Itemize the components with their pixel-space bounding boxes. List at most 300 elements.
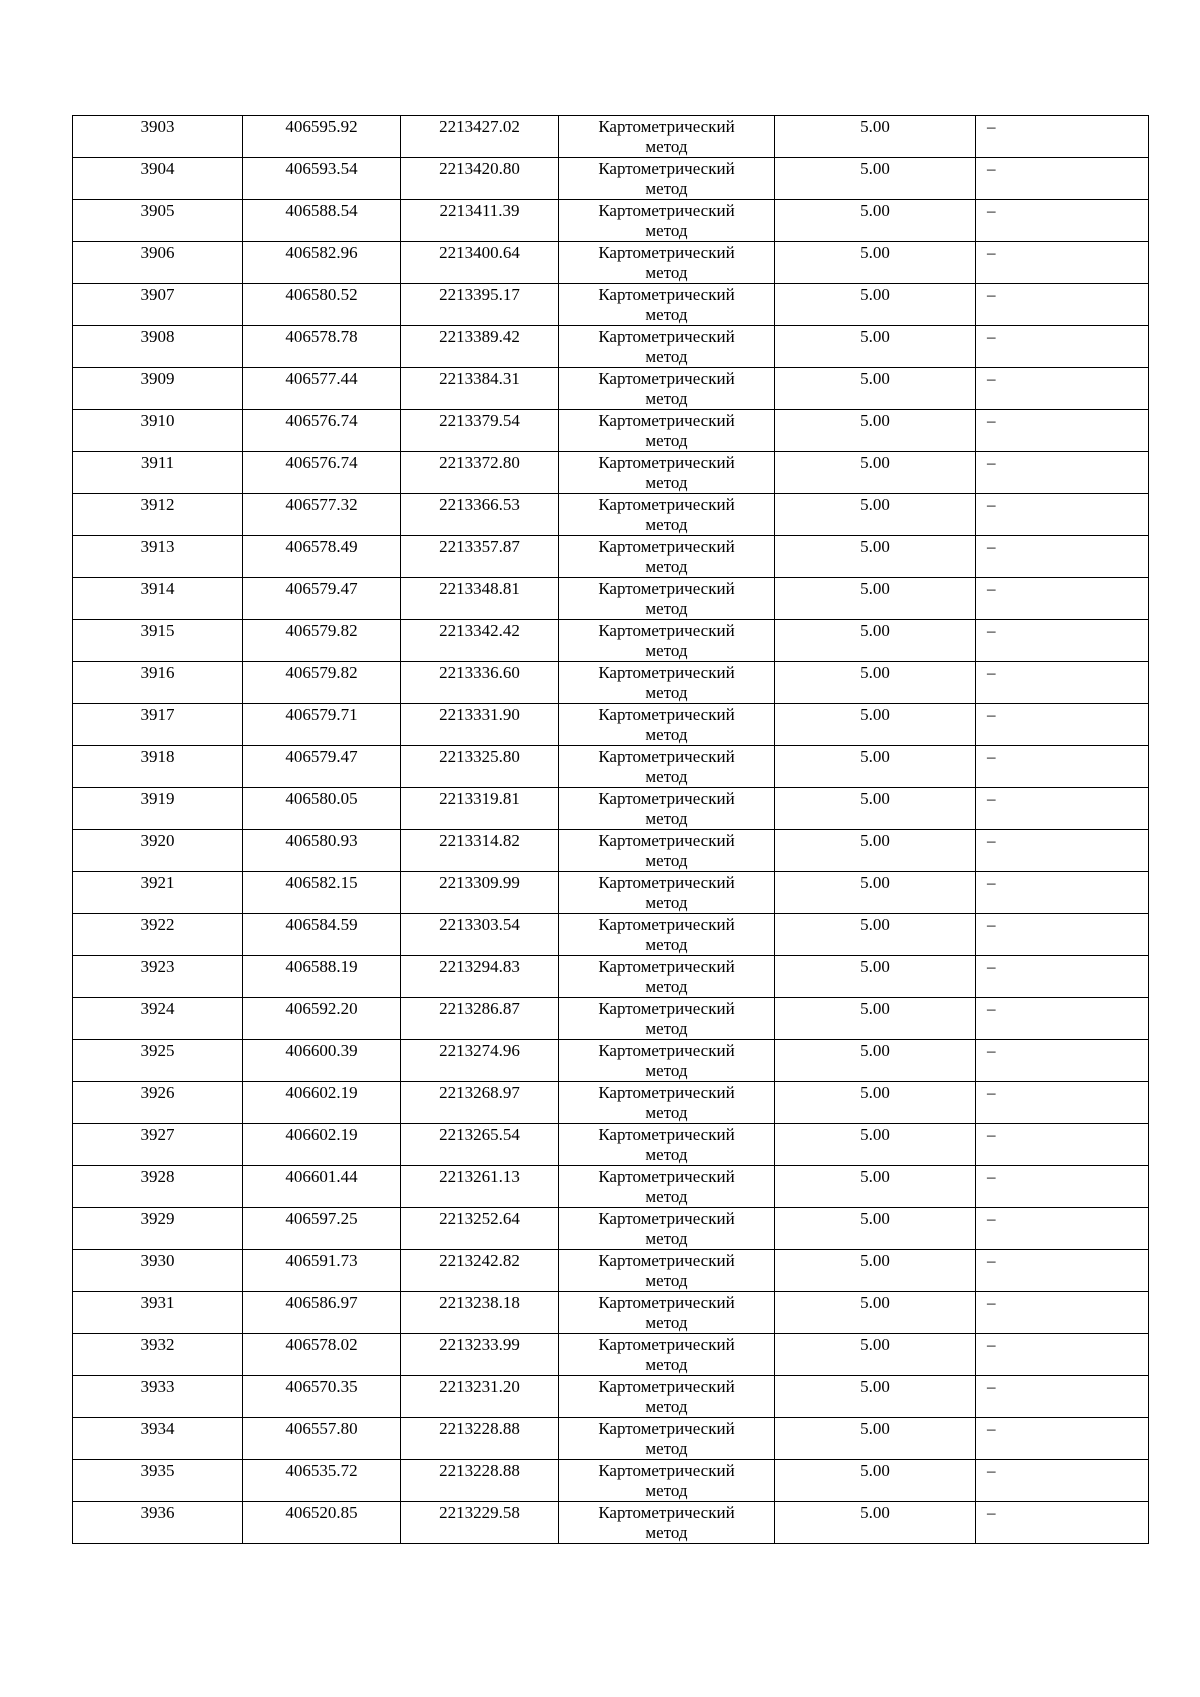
note-cell: –	[976, 1418, 1149, 1460]
method-line-2: метод	[645, 305, 688, 324]
method-cell	[559, 1250, 775, 1292]
x-coordinate-cell: 406577.32	[243, 494, 401, 536]
method-cell	[559, 536, 775, 578]
method-cell	[559, 1292, 775, 1334]
method-cell	[559, 746, 775, 788]
method-line-1: Картометрический	[598, 243, 735, 262]
y-coordinate-cell: 2213395.17	[401, 284, 559, 326]
method-line-1: Картометрический	[598, 1167, 735, 1186]
accuracy-cell: 5.00	[775, 1292, 976, 1334]
y-coordinate-cell: 2213331.90	[401, 704, 559, 746]
point-number-cell: 3906	[73, 242, 243, 284]
y-coordinate-cell: 2213372.80	[401, 452, 559, 494]
note-cell: –	[976, 284, 1149, 326]
x-coordinate-cell: 406579.82	[243, 662, 401, 704]
accuracy-cell: 5.00	[775, 242, 976, 284]
method-line-1: Картометрический	[598, 789, 735, 808]
note-cell: –	[976, 788, 1149, 830]
accuracy-cell: 5.00	[775, 1166, 976, 1208]
accuracy-cell: 5.00	[775, 284, 976, 326]
table-row	[73, 1250, 1149, 1292]
point-number-cell: 3930	[73, 1250, 243, 1292]
point-number-cell: 3931	[73, 1292, 243, 1334]
x-coordinate-cell: 406593.54	[243, 158, 401, 200]
table-row	[73, 1292, 1149, 1334]
table-row	[73, 1376, 1149, 1418]
method-line-2: метод	[645, 725, 688, 744]
method-cell	[559, 956, 775, 998]
y-coordinate-cell: 2213389.42	[401, 326, 559, 368]
x-coordinate-cell: 406582.96	[243, 242, 401, 284]
method-line-1: Картометрический	[598, 1419, 735, 1438]
method-line-1: Картометрический	[598, 705, 735, 724]
point-number-cell: 3904	[73, 158, 243, 200]
table-row	[73, 788, 1149, 830]
note-cell: –	[976, 1460, 1149, 1502]
point-number-cell: 3932	[73, 1334, 243, 1376]
point-number-cell: 3923	[73, 956, 243, 998]
x-coordinate-cell: 406576.74	[243, 452, 401, 494]
y-coordinate-cell: 2213231.20	[401, 1376, 559, 1418]
point-number-cell: 3909	[73, 368, 243, 410]
method-line-1: Картометрический	[598, 159, 735, 178]
method-line-2: метод	[645, 641, 688, 660]
method-line-2: метод	[645, 221, 688, 240]
table-row	[73, 956, 1149, 998]
table-row	[73, 620, 1149, 662]
x-coordinate-cell: 406520.85	[243, 1502, 401, 1544]
y-coordinate-cell: 2213229.58	[401, 1502, 559, 1544]
note-cell: –	[976, 1376, 1149, 1418]
method-line-2: метод	[645, 1103, 688, 1122]
method-cell	[559, 578, 775, 620]
note-cell: –	[976, 956, 1149, 998]
x-coordinate-cell: 406577.44	[243, 368, 401, 410]
method-line-2: метод	[645, 935, 688, 954]
method-line-1: Картометрический	[598, 621, 735, 640]
x-coordinate-cell: 406602.19	[243, 1124, 401, 1166]
x-coordinate-cell: 406601.44	[243, 1166, 401, 1208]
note-cell: –	[976, 1250, 1149, 1292]
x-coordinate-cell: 406580.52	[243, 284, 401, 326]
method-cell	[559, 788, 775, 830]
y-coordinate-cell: 2213348.81	[401, 578, 559, 620]
method-cell	[559, 1082, 775, 1124]
method-line-1: Картометрический	[598, 495, 735, 514]
note-cell: –	[976, 1334, 1149, 1376]
accuracy-cell: 5.00	[775, 1376, 976, 1418]
y-coordinate-cell: 2213233.99	[401, 1334, 559, 1376]
y-coordinate-cell: 2213366.53	[401, 494, 559, 536]
accuracy-cell: 5.00	[775, 410, 976, 452]
point-number-cell: 3916	[73, 662, 243, 704]
y-coordinate-cell: 2213427.02	[401, 116, 559, 158]
point-number-cell: 3936	[73, 1502, 243, 1544]
y-coordinate-cell: 2213228.88	[401, 1460, 559, 1502]
y-coordinate-cell: 2213357.87	[401, 536, 559, 578]
method-line-2: метод	[645, 1355, 688, 1374]
note-cell: –	[976, 200, 1149, 242]
method-line-2: метод	[645, 1481, 688, 1500]
method-cell	[559, 1208, 775, 1250]
method-cell	[559, 200, 775, 242]
y-coordinate-cell: 2213384.31	[401, 368, 559, 410]
method-line-2: метод	[645, 1397, 688, 1416]
table-row	[73, 872, 1149, 914]
x-coordinate-cell: 406535.72	[243, 1460, 401, 1502]
method-cell	[559, 452, 775, 494]
accuracy-cell: 5.00	[775, 620, 976, 662]
note-cell: –	[976, 326, 1149, 368]
note-cell: –	[976, 914, 1149, 956]
table-row	[73, 662, 1149, 704]
table-row	[73, 1124, 1149, 1166]
method-cell	[559, 242, 775, 284]
method-line-2: метод	[645, 683, 688, 702]
accuracy-cell: 5.00	[775, 536, 976, 578]
accuracy-cell: 5.00	[775, 914, 976, 956]
point-number-cell: 3911	[73, 452, 243, 494]
x-coordinate-cell: 406580.05	[243, 788, 401, 830]
accuracy-cell: 5.00	[775, 662, 976, 704]
point-number-cell: 3915	[73, 620, 243, 662]
table-row	[73, 914, 1149, 956]
point-number-cell: 3935	[73, 1460, 243, 1502]
point-number-cell: 3921	[73, 872, 243, 914]
table-row	[73, 704, 1149, 746]
point-number-cell: 3917	[73, 704, 243, 746]
y-coordinate-cell: 2213303.54	[401, 914, 559, 956]
point-number-cell: 3918	[73, 746, 243, 788]
x-coordinate-cell: 406600.39	[243, 1040, 401, 1082]
method-cell	[559, 368, 775, 410]
note-cell: –	[976, 830, 1149, 872]
accuracy-cell: 5.00	[775, 872, 976, 914]
method-cell	[559, 704, 775, 746]
x-coordinate-cell: 406602.19	[243, 1082, 401, 1124]
method-line-2: метод	[645, 1229, 688, 1248]
table-row	[73, 200, 1149, 242]
point-number-cell: 3924	[73, 998, 243, 1040]
method-line-2: метод	[645, 599, 688, 618]
method-line-2: метод	[645, 1019, 688, 1038]
point-number-cell: 3927	[73, 1124, 243, 1166]
method-line-1: Картометрический	[598, 747, 735, 766]
method-line-2: метод	[645, 1439, 688, 1458]
y-coordinate-cell: 2213265.54	[401, 1124, 559, 1166]
accuracy-cell: 5.00	[775, 998, 976, 1040]
x-coordinate-cell: 406579.47	[243, 578, 401, 620]
method-line-2: метод	[645, 851, 688, 870]
point-number-cell: 3933	[73, 1376, 243, 1418]
method-line-1: Картометрический	[598, 999, 735, 1018]
method-line-1: Картометрический	[598, 369, 735, 388]
note-cell: –	[976, 1292, 1149, 1334]
table-row	[73, 1418, 1149, 1460]
method-line-1: Картометрический	[598, 1041, 735, 1060]
point-number-cell: 3922	[73, 914, 243, 956]
method-line-1: Картометрический	[598, 1461, 735, 1480]
x-coordinate-cell: 406595.92	[243, 116, 401, 158]
point-number-cell: 3925	[73, 1040, 243, 1082]
x-coordinate-cell: 406586.97	[243, 1292, 401, 1334]
method-line-1: Картометрический	[598, 201, 735, 220]
point-number-cell: 3934	[73, 1418, 243, 1460]
method-line-2: метод	[645, 893, 688, 912]
y-coordinate-cell: 2213274.96	[401, 1040, 559, 1082]
method-line-2: метод	[645, 1145, 688, 1164]
y-coordinate-cell: 2213294.83	[401, 956, 559, 998]
accuracy-cell: 5.00	[775, 1460, 976, 1502]
point-number-cell: 3908	[73, 326, 243, 368]
table-row	[73, 536, 1149, 578]
accuracy-cell: 5.00	[775, 1208, 976, 1250]
method-cell	[559, 872, 775, 914]
method-cell	[559, 914, 775, 956]
x-coordinate-cell: 406579.71	[243, 704, 401, 746]
method-cell	[559, 1334, 775, 1376]
table-row	[73, 494, 1149, 536]
y-coordinate-cell: 2213319.81	[401, 788, 559, 830]
method-line-1: Картометрический	[598, 1335, 735, 1354]
table-row	[73, 1208, 1149, 1250]
table-row	[73, 368, 1149, 410]
method-cell	[559, 158, 775, 200]
accuracy-cell: 5.00	[775, 746, 976, 788]
method-cell	[559, 116, 775, 158]
method-cell	[559, 1418, 775, 1460]
x-coordinate-cell: 406588.54	[243, 200, 401, 242]
method-line-2: метод	[645, 473, 688, 492]
y-coordinate-cell: 2213411.39	[401, 200, 559, 242]
x-coordinate-cell: 406557.80	[243, 1418, 401, 1460]
table-row	[73, 158, 1149, 200]
table-row	[73, 410, 1149, 452]
note-cell: –	[976, 1166, 1149, 1208]
method-line-1: Картометрический	[598, 1503, 735, 1522]
method-line-2: метод	[645, 767, 688, 786]
method-line-1: Картометрический	[598, 1293, 735, 1312]
method-cell	[559, 662, 775, 704]
accuracy-cell: 5.00	[775, 704, 976, 746]
table-row	[73, 578, 1149, 620]
method-line-2: метод	[645, 1271, 688, 1290]
y-coordinate-cell: 2213379.54	[401, 410, 559, 452]
point-number-cell: 3920	[73, 830, 243, 872]
method-cell	[559, 1376, 775, 1418]
method-cell	[559, 998, 775, 1040]
table-row	[73, 746, 1149, 788]
method-line-1: Картометрический	[598, 831, 735, 850]
note-cell: –	[976, 578, 1149, 620]
method-line-1: Картометрический	[598, 579, 735, 598]
accuracy-cell: 5.00	[775, 368, 976, 410]
note-cell: –	[976, 1124, 1149, 1166]
x-coordinate-cell: 406578.78	[243, 326, 401, 368]
y-coordinate-cell: 2213268.97	[401, 1082, 559, 1124]
x-coordinate-cell: 406579.47	[243, 746, 401, 788]
method-line-1: Картометрический	[598, 1209, 735, 1228]
table-row	[73, 830, 1149, 872]
method-line-1: Картометрический	[598, 1125, 735, 1144]
table-row	[73, 242, 1149, 284]
point-number-cell: 3926	[73, 1082, 243, 1124]
note-cell: –	[976, 662, 1149, 704]
method-cell	[559, 620, 775, 662]
method-cell	[559, 1460, 775, 1502]
accuracy-cell: 5.00	[775, 788, 976, 830]
method-line-2: метод	[645, 1187, 688, 1206]
note-cell: –	[976, 704, 1149, 746]
table-row	[73, 1082, 1149, 1124]
y-coordinate-cell: 2213252.64	[401, 1208, 559, 1250]
method-cell	[559, 410, 775, 452]
method-line-2: метод	[645, 137, 688, 156]
method-cell	[559, 1040, 775, 1082]
method-cell	[559, 830, 775, 872]
note-cell: –	[976, 242, 1149, 284]
point-number-cell: 3903	[73, 116, 243, 158]
note-cell: –	[976, 410, 1149, 452]
y-coordinate-cell: 2213238.18	[401, 1292, 559, 1334]
note-cell: –	[976, 452, 1149, 494]
method-line-1: Картометрический	[598, 411, 735, 430]
accuracy-cell: 5.00	[775, 1082, 976, 1124]
y-coordinate-cell: 2213309.99	[401, 872, 559, 914]
method-line-1: Картометрический	[598, 453, 735, 472]
method-line-1: Картометрический	[598, 117, 735, 136]
note-cell: –	[976, 494, 1149, 536]
table-row	[73, 998, 1149, 1040]
method-line-1: Картометрический	[598, 537, 735, 556]
method-line-2: метод	[645, 179, 688, 198]
point-number-cell: 3928	[73, 1166, 243, 1208]
note-cell: –	[976, 1082, 1149, 1124]
y-coordinate-cell: 2213336.60	[401, 662, 559, 704]
method-cell	[559, 1124, 775, 1166]
method-line-2: метод	[645, 977, 688, 996]
y-coordinate-cell: 2213286.87	[401, 998, 559, 1040]
accuracy-cell: 5.00	[775, 116, 976, 158]
point-number-cell: 3910	[73, 410, 243, 452]
table-row	[73, 116, 1149, 158]
accuracy-cell: 5.00	[775, 1334, 976, 1376]
method-cell	[559, 326, 775, 368]
x-coordinate-cell: 406578.49	[243, 536, 401, 578]
method-line-2: метод	[645, 263, 688, 282]
method-line-1: Картометрический	[598, 1251, 735, 1270]
note-cell: –	[976, 998, 1149, 1040]
x-coordinate-cell: 406582.15	[243, 872, 401, 914]
accuracy-cell: 5.00	[775, 326, 976, 368]
method-line-2: метод	[645, 347, 688, 366]
method-line-2: метод	[645, 389, 688, 408]
table-row	[73, 452, 1149, 494]
point-number-cell: 3914	[73, 578, 243, 620]
method-line-2: метод	[645, 515, 688, 534]
x-coordinate-cell: 406592.20	[243, 998, 401, 1040]
point-number-cell: 3913	[73, 536, 243, 578]
method-line-1: Картометрический	[598, 957, 735, 976]
method-line-2: метод	[645, 557, 688, 576]
method-cell	[559, 284, 775, 326]
method-cell	[559, 1502, 775, 1544]
x-coordinate-cell: 406578.02	[243, 1334, 401, 1376]
point-number-cell: 3929	[73, 1208, 243, 1250]
point-number-cell: 3907	[73, 284, 243, 326]
method-line-2: метод	[645, 431, 688, 450]
x-coordinate-cell: 406588.19	[243, 956, 401, 998]
method-line-2: метод	[645, 1523, 688, 1542]
table-row	[73, 1502, 1149, 1544]
accuracy-cell: 5.00	[775, 1418, 976, 1460]
method-cell	[559, 1166, 775, 1208]
note-cell: –	[976, 536, 1149, 578]
method-line-1: Картометрический	[598, 663, 735, 682]
accuracy-cell: 5.00	[775, 1250, 976, 1292]
method-line-1: Картометрический	[598, 327, 735, 346]
method-line-2: метод	[645, 1313, 688, 1332]
y-coordinate-cell: 2213314.82	[401, 830, 559, 872]
accuracy-cell: 5.00	[775, 452, 976, 494]
note-cell: –	[976, 368, 1149, 410]
accuracy-cell: 5.00	[775, 1502, 976, 1544]
accuracy-cell: 5.00	[775, 956, 976, 998]
note-cell: –	[976, 1040, 1149, 1082]
x-coordinate-cell: 406584.59	[243, 914, 401, 956]
note-cell: –	[976, 116, 1149, 158]
x-coordinate-cell: 406580.93	[243, 830, 401, 872]
y-coordinate-cell: 2213342.42	[401, 620, 559, 662]
x-coordinate-cell: 406570.35	[243, 1376, 401, 1418]
table-row	[73, 1334, 1149, 1376]
y-coordinate-cell: 2213420.80	[401, 158, 559, 200]
y-coordinate-cell: 2213400.64	[401, 242, 559, 284]
x-coordinate-cell: 406591.73	[243, 1250, 401, 1292]
method-line-1: Картометрический	[598, 285, 735, 304]
method-cell	[559, 494, 775, 536]
note-cell: –	[976, 872, 1149, 914]
note-cell: –	[976, 746, 1149, 788]
table-row	[73, 1460, 1149, 1502]
table-row	[73, 284, 1149, 326]
y-coordinate-cell: 2213325.80	[401, 746, 559, 788]
accuracy-cell: 5.00	[775, 200, 976, 242]
note-cell: –	[976, 1502, 1149, 1544]
accuracy-cell: 5.00	[775, 830, 976, 872]
x-coordinate-cell: 406576.74	[243, 410, 401, 452]
accuracy-cell: 5.00	[775, 578, 976, 620]
method-line-2: метод	[645, 809, 688, 828]
y-coordinate-cell: 2213242.82	[401, 1250, 559, 1292]
y-coordinate-cell: 2213228.88	[401, 1418, 559, 1460]
method-line-1: Картометрический	[598, 1377, 735, 1396]
table-row	[73, 326, 1149, 368]
point-number-cell: 3912	[73, 494, 243, 536]
note-cell: –	[976, 620, 1149, 662]
accuracy-cell: 5.00	[775, 494, 976, 536]
x-coordinate-cell: 406597.25	[243, 1208, 401, 1250]
accuracy-cell: 5.00	[775, 158, 976, 200]
accuracy-cell: 5.00	[775, 1124, 976, 1166]
coordinates-table-body	[73, 116, 1149, 1544]
table-row	[73, 1166, 1149, 1208]
table-row	[73, 1040, 1149, 1082]
method-line-1: Картометрический	[598, 915, 735, 934]
x-coordinate-cell: 406579.82	[243, 620, 401, 662]
y-coordinate-cell: 2213261.13	[401, 1166, 559, 1208]
method-line-1: Картометрический	[598, 873, 735, 892]
